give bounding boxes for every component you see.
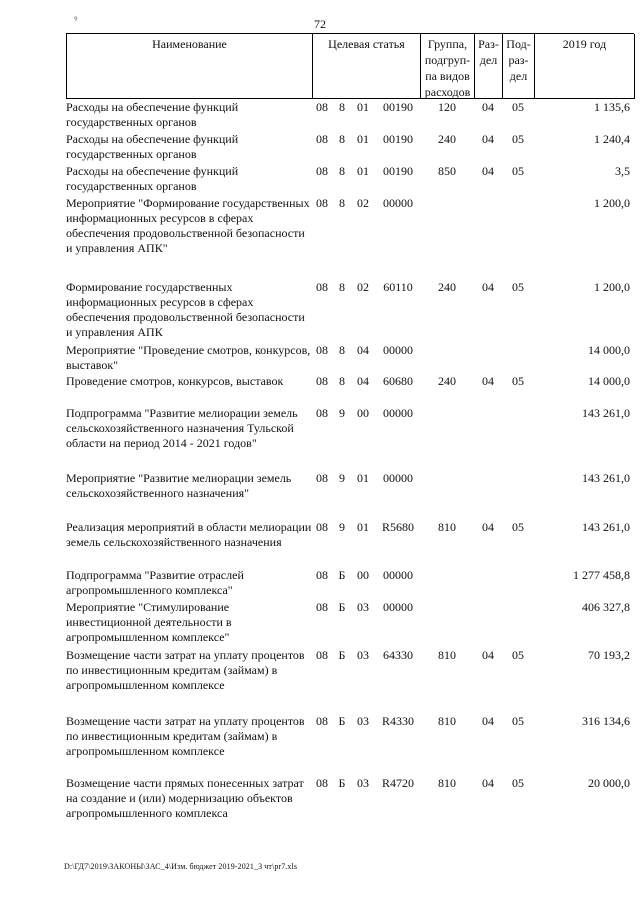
- expense-group: 240: [438, 280, 456, 294]
- amount-2019: 1 200,0: [594, 280, 630, 294]
- header-section-line: Раз-: [478, 37, 499, 51]
- target-code-event: 01: [357, 132, 369, 146]
- section-code: 04: [482, 280, 494, 294]
- expense-group: 120: [438, 100, 456, 114]
- subsection-code: 05: [512, 132, 524, 146]
- target-code-subprogram: Б: [338, 568, 346, 582]
- page-number: 72: [314, 17, 326, 31]
- section-code: 04: [482, 520, 494, 534]
- target-code-subprogram: 9: [339, 520, 345, 534]
- amount-2019: 143 261,0: [582, 471, 630, 485]
- target-code-direction: 00000: [383, 343, 413, 357]
- target-code-subprogram: 9: [339, 471, 345, 485]
- target-code-event: 03: [357, 776, 369, 790]
- amount-2019: 143 261,0: [582, 520, 630, 534]
- target-code-subprogram: 8: [339, 374, 345, 388]
- target-code-program: 08: [316, 196, 328, 210]
- target-code-program: 08: [316, 568, 328, 582]
- row-name: Возмещение части затрат на уплату процентов по инвестиционным кредитам (займам) в агропромышленном комплексе: [66, 714, 305, 758]
- row-name: Возмещение части затрат на уплату процентов по инвестиционным кредитам (займам) в агропромышленном комплексе: [66, 648, 305, 692]
- amount-2019: 70 193,2: [588, 648, 630, 662]
- target-code-subprogram: 8: [339, 132, 345, 146]
- target-code-event: 04: [357, 343, 369, 357]
- row-name: Подпрограмма "Развитие отраслей агропромышленного комплекса": [66, 568, 244, 597]
- amount-2019: 14 000,0: [588, 374, 630, 388]
- target-code-subprogram: Б: [338, 648, 346, 662]
- target-code-event: 01: [357, 520, 369, 534]
- amount-2019: 1 277 458,8: [573, 568, 630, 582]
- target-code-subprogram: 8: [339, 100, 345, 114]
- target-code-subprogram: Б: [338, 714, 346, 728]
- target-code-direction: 00190: [383, 164, 413, 178]
- target-code-program: 08: [316, 343, 328, 357]
- target-code-direction: 00000: [383, 471, 413, 485]
- amount-2019: 14 000,0: [588, 343, 630, 357]
- file-path-footer: D:\ГД7\2019\ЗАКОНЫ\ЗАС_4\Изм. бюджет 2019-2021_3 чт\pr7.xls: [64, 862, 298, 871]
- header-year: 2019 год: [535, 34, 635, 99]
- header-group-line: Группа,: [427, 37, 468, 51]
- row-name: Подпрограмма "Развитие мелиорации земель сельскохозяйственного назначения Тульской области на период 2014 - 2021 годов": [66, 406, 298, 450]
- amount-2019: 406 327,8: [582, 600, 630, 614]
- table-header: [66, 33, 634, 99]
- target-code-event: 01: [357, 100, 369, 114]
- expense-group: 810: [438, 648, 456, 662]
- target-code-direction: 00000: [383, 600, 413, 614]
- target-code-program: 08: [316, 520, 328, 534]
- section-code: 04: [482, 714, 494, 728]
- section-code: 04: [482, 164, 494, 178]
- row-name: Формирование государственных информационных ресурсов в сферах обеспечения продовольственной безопасности и управления АПК: [66, 280, 305, 339]
- header-group-line: расходов: [424, 85, 471, 99]
- header-section-line: дел: [479, 53, 498, 67]
- row-name: Расходы на обеспечение функций государственных органов: [66, 164, 239, 193]
- target-code-subprogram: 8: [339, 196, 345, 210]
- target-code-program: 08: [316, 100, 328, 114]
- header-group: [421, 34, 475, 99]
- corner-mark: ꝰ: [74, 14, 78, 24]
- row-name: Расходы на обеспечение функций государственных органов: [66, 100, 239, 129]
- target-code-event: 01: [357, 164, 369, 178]
- amount-2019: 1 240,4: [594, 132, 630, 146]
- subsection-code: 05: [512, 280, 524, 294]
- target-code-direction: 00190: [383, 132, 413, 146]
- target-code-direction: 00190: [383, 100, 413, 114]
- header-subsection: [503, 34, 535, 99]
- header-section: [475, 34, 503, 99]
- target-code-subprogram: 8: [339, 164, 345, 178]
- target-code-direction: 60680: [383, 374, 413, 388]
- target-code-event: 00: [357, 568, 369, 582]
- expense-group: 810: [438, 776, 456, 790]
- target-code-program: 08: [316, 280, 328, 294]
- row-name: Расходы на обеспечение функций государственных органов: [66, 132, 239, 161]
- row-name: Мероприятие "Стимулирование инвестиционной деятельности в агропромышленном комплексе": [66, 600, 232, 644]
- row-name: Реализация мероприятий в области мелиорации земель сельскохозяйственного назначения: [66, 520, 312, 549]
- target-code-event: 03: [357, 600, 369, 614]
- section-code: 04: [482, 374, 494, 388]
- target-code-subprogram: Б: [338, 776, 346, 790]
- target-code-program: 08: [316, 776, 328, 790]
- target-code-direction: 64330: [383, 648, 413, 662]
- target-code-program: 08: [316, 471, 328, 485]
- target-code-subprogram: 8: [339, 343, 345, 357]
- target-code-direction: 00000: [383, 406, 413, 420]
- subsection-code: 05: [512, 776, 524, 790]
- header-target: Целевая статья: [313, 34, 421, 99]
- target-code-direction: 00000: [383, 196, 413, 210]
- target-code-program: 08: [316, 406, 328, 420]
- target-code-event: 00: [357, 406, 369, 420]
- row-name: Мероприятие "Развитие мелиорации земель сельскохозяйственного назначения": [66, 471, 292, 500]
- target-code-event: 02: [357, 280, 369, 294]
- subsection-code: 05: [512, 164, 524, 178]
- section-code: 04: [482, 648, 494, 662]
- expense-group: 810: [438, 520, 456, 534]
- amount-2019: 1 135,6: [594, 100, 630, 114]
- expense-group: 810: [438, 714, 456, 728]
- target-code-event: 02: [357, 196, 369, 210]
- header-name: Наименование: [67, 34, 313, 99]
- target-code-program: 08: [316, 600, 328, 614]
- target-code-program: 08: [316, 648, 328, 662]
- target-code-subprogram: 9: [339, 406, 345, 420]
- amount-2019: 143 261,0: [582, 406, 630, 420]
- target-code-program: 08: [316, 132, 328, 146]
- target-code-direction: R5680: [381, 520, 414, 534]
- amount-2019: 1 200,0: [594, 196, 630, 210]
- header-group-line: подгруп-: [424, 53, 471, 67]
- row-name: Мероприятие "Проведение смотров, конкурсов, выставок": [66, 343, 311, 372]
- header-subsection-line: Под-: [506, 37, 531, 51]
- amount-2019: 3,5: [615, 164, 630, 178]
- row-name: Проведение смотров, конкурсов, выставок: [66, 374, 284, 388]
- target-code-program: 08: [316, 164, 328, 178]
- target-code-program: 08: [316, 374, 328, 388]
- header-subsection-line: раз-: [508, 53, 529, 67]
- expense-group: 240: [438, 132, 456, 146]
- target-code-direction: 60110: [383, 280, 413, 294]
- target-code-program: 08: [316, 714, 328, 728]
- row-name: Мероприятие "Формирование государственных информационных ресурсов в сферах обеспечения продовольственной безопасности и управления АПК": [66, 196, 310, 255]
- section-code: 04: [482, 132, 494, 146]
- amount-2019: 20 000,0: [588, 776, 630, 790]
- target-code-direction: R4720: [381, 776, 414, 790]
- subsection-code: 05: [512, 100, 524, 114]
- subsection-code: 05: [512, 374, 524, 388]
- target-code-event: 03: [357, 714, 369, 728]
- section-code: 04: [482, 776, 494, 790]
- amount-2019: 316 134,6: [582, 714, 630, 728]
- row-name: Возмещение части прямых понесенных затрат на создание и (или) модернизацию объектов агропромышленного комплекса: [66, 776, 304, 820]
- expense-group: 850: [438, 164, 456, 178]
- target-code-event: 04: [357, 374, 369, 388]
- target-code-direction: R4330: [381, 714, 414, 728]
- subsection-code: 05: [512, 714, 524, 728]
- target-code-subprogram: 8: [339, 280, 345, 294]
- target-code-event: 01: [357, 471, 369, 485]
- section-code: 04: [482, 100, 494, 114]
- target-code-subprogram: Б: [338, 600, 346, 614]
- header-group-line: па видов: [425, 69, 470, 83]
- target-code-direction: 00000: [383, 568, 413, 582]
- subsection-code: 05: [512, 520, 524, 534]
- target-code-event: 03: [357, 648, 369, 662]
- expense-group: 240: [438, 374, 456, 388]
- header-subsection-line: дел: [509, 69, 528, 83]
- subsection-code: 05: [512, 648, 524, 662]
